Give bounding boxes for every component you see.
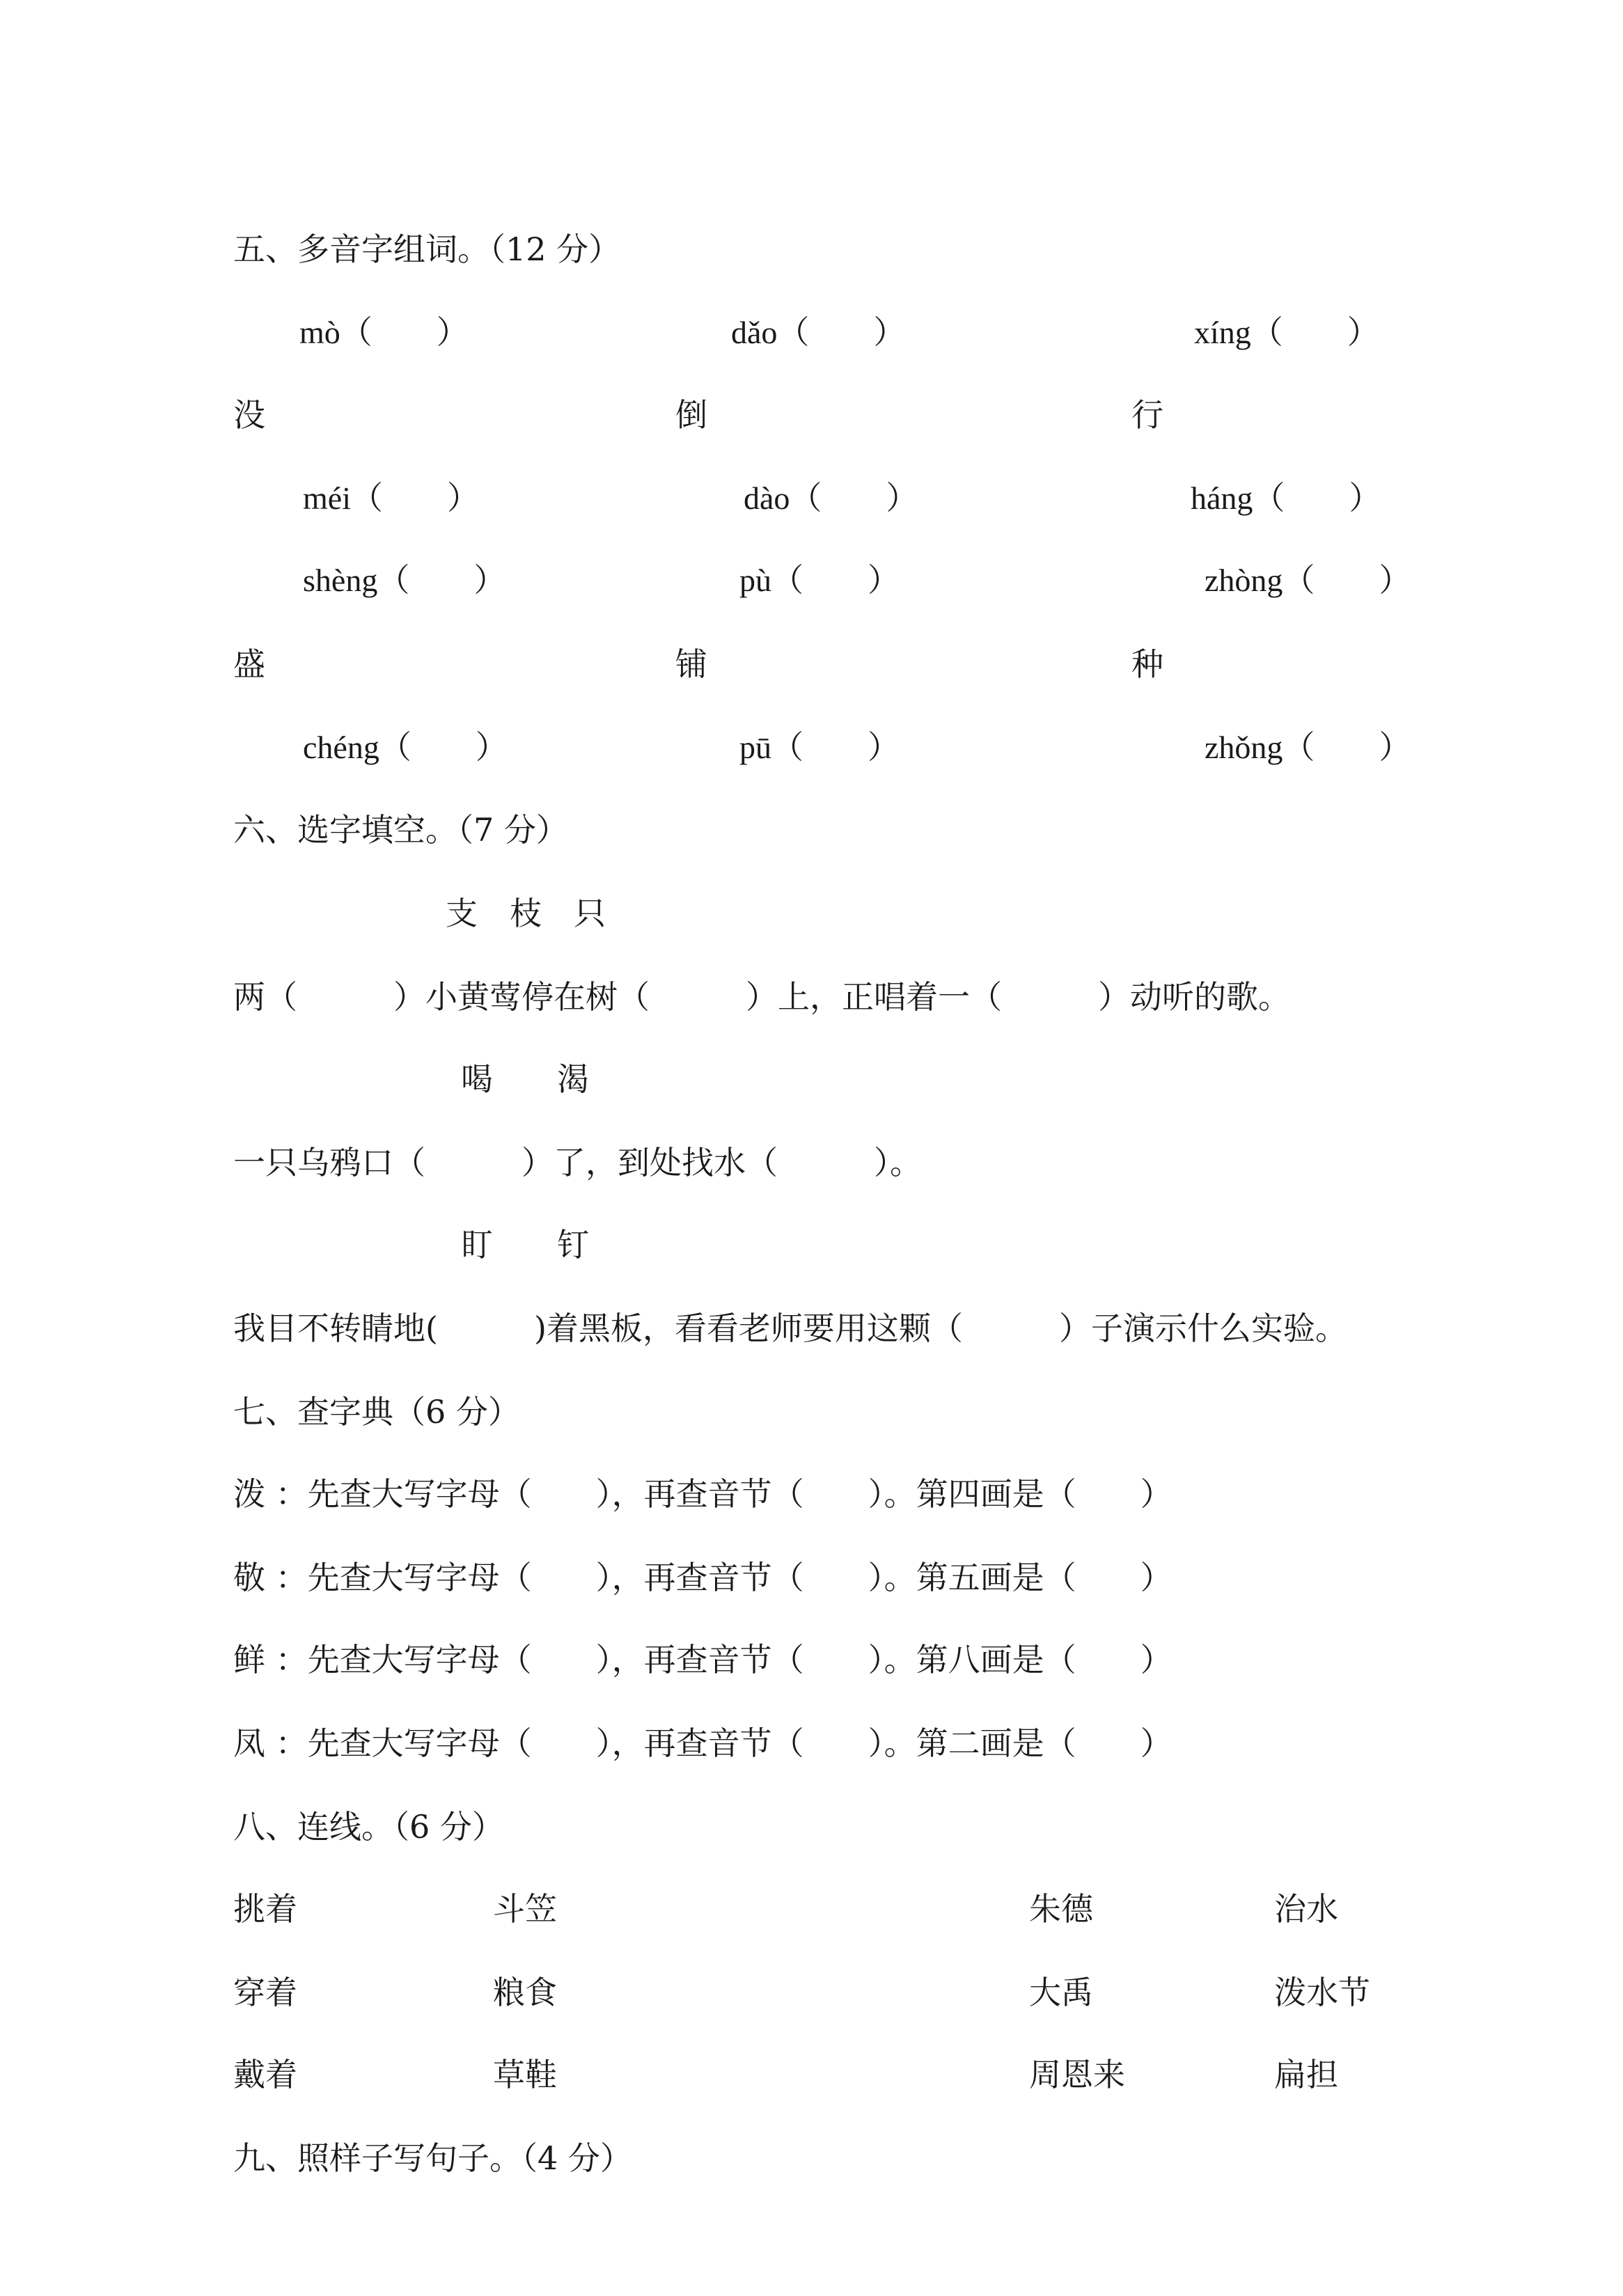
section9-heading: 九、照样子写句子。（4 分）: [233, 2139, 632, 2177]
pinyin-mo: mò（ ）: [299, 315, 469, 350]
pinyin-cheng: chéng（ ）: [303, 730, 508, 765]
match-right-1: 周恩来: [1029, 2056, 1125, 2093]
match-left-2: 草鞋: [493, 2056, 557, 2093]
pinyin-dao4: dào（ ）: [744, 480, 918, 516]
word-options-2: 喝 渴: [461, 1060, 589, 1098]
char-dao: 倒: [675, 396, 707, 434]
section8-heading: 八、连线。（6 分）: [233, 1808, 504, 1846]
fill-sentence-1: 两（ ）小黄莺停在树（ ）上，正唱着一（ ）动听的歌。: [233, 978, 1290, 1016]
match-left-1: 挑着: [233, 1890, 297, 1928]
section5-heading: 五、多音字组词。（12 分）: [233, 230, 621, 268]
pinyin-sheng: shèng（ ）: [303, 563, 506, 598]
word-options-3: 盯 钉: [461, 1226, 589, 1264]
match-left-1: 穿着: [233, 1974, 297, 2011]
pinyin-hang: háng（ ）: [1191, 480, 1381, 516]
word-options-1: 支 枝 只: [446, 895, 606, 932]
pinyin-zhong4: zhòng（ ）: [1205, 563, 1411, 598]
match-right-2: 扁担: [1274, 2056, 1338, 2093]
char-xing: 行: [1131, 396, 1163, 434]
dictionary-line-1: 泼 ：先查大写字母（ ），再查音节（ ）。第四画是（ ）: [233, 1475, 1173, 1513]
dictionary-line-4: 凤 ：先查大写字母（ ），再查音节（ ）。第二画是（ ）: [233, 1724, 1173, 1762]
dictionary-line-2: 敬 ：先查大写字母（ ），再查音节（ ）。第五画是（ ）: [233, 1559, 1173, 1596]
section6-heading: 六、选字填空。（7 分）: [233, 811, 568, 849]
char-sheng: 盛: [233, 645, 265, 683]
pinyin-mei: méi（ ）: [303, 480, 479, 516]
char-mei: 没: [233, 396, 265, 434]
match-right-1: 朱德: [1029, 1890, 1093, 1928]
match-left-2: 粮食: [493, 1974, 557, 2011]
match-left-1: 戴着: [233, 2056, 297, 2093]
fill-sentence-3: 我目不转睛地( )着黑板，看看老师要用这颗（ ）子演示什么实验。: [233, 1310, 1347, 1347]
pinyin-pu4: pù（ ）: [739, 563, 900, 598]
pinyin-pu1: pū（ ）: [739, 730, 900, 765]
dictionary-line-3: 鲜 ：先查大写字母（ ），再查音节（ ）。第八画是（ ）: [233, 1641, 1173, 1678]
match-right-1: 大禹: [1029, 1974, 1093, 2011]
char-pu: 铺: [675, 645, 707, 683]
pinyin-zhong3: zhǒng（ ）: [1205, 730, 1411, 765]
match-right-2: 治水: [1274, 1890, 1338, 1928]
match-left-2: 斗笠: [493, 1890, 557, 1928]
fill-sentence-2: 一只乌鸦口（ ）了，到处找水（ ）。: [233, 1144, 922, 1181]
section7-heading: 七、查字典（6 分）: [233, 1393, 520, 1431]
char-zhong: 种: [1131, 645, 1163, 683]
pinyin-dao3: dǎo（ ）: [731, 315, 906, 350]
match-right-2: 泼水节: [1274, 1974, 1370, 2011]
pinyin-xing: xíng（ ）: [1194, 315, 1379, 350]
